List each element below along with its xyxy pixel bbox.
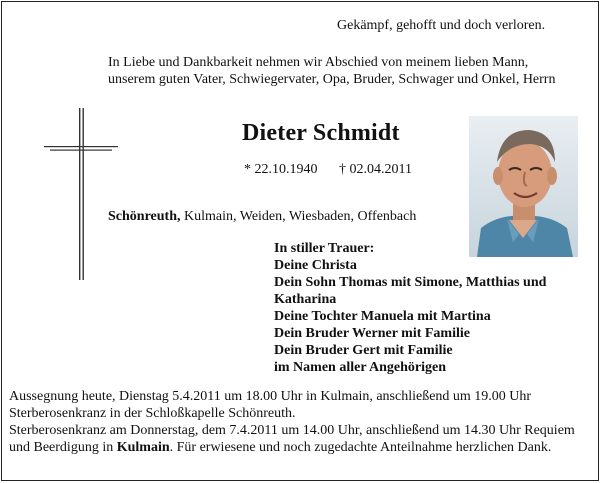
- service-info-2: [9, 422, 594, 456]
- cross-icon: [44, 108, 118, 280]
- birth-date: * 22.10.1940: [244, 162, 318, 177]
- portrait-illustration: [469, 116, 578, 257]
- place-main: Schönreuth,: [108, 209, 181, 224]
- service-info: [9, 388, 594, 456]
- service-location: Kulmain: [116, 440, 170, 455]
- mourner-line: Deine Christa: [274, 258, 357, 273]
- places-other: Kulmain, Weiden, Wiesbaden, Offenbach: [180, 209, 417, 224]
- service-info-1: Aussegnung heute, Dienstag 5.4.2011 um 18.00 Uhr in Kulmain, anschließend um 19.00 Uhr Sterberosenkranz in der Schloßkapelle Schönreuth.: [9, 389, 532, 421]
- service-info-2-thanks: . Für erwiesene und noch zugedachte Anteilnahme herzlichen Dank.: [169, 440, 552, 455]
- places-line: [108, 209, 416, 225]
- life-dates: [244, 162, 412, 178]
- service-info-2-text: Sterberosenkranz am Donnerstag, dem 7.4.2011 um 14.00 Uhr, anschließend um 14.30 Uhr Requiem und Beerdigung in: [9, 423, 575, 455]
- mourners-heading: In stiller Trauer:: [274, 241, 375, 256]
- obituary-notice: [1, 1, 599, 481]
- deceased-name: Dieter Schmidt: [242, 120, 400, 146]
- mourner-line: Deine Tochter Manuela mit Martina: [274, 309, 491, 324]
- death-date: † 02.04.2011: [339, 162, 412, 177]
- intro-text: In Liebe und Dankbarkeit nehmen wir Abschied von meinem lieben Mann, unserem guten Vater, Schwiegervater, Opa, Bruder, Schwager und Onkel, Herrn: [108, 55, 556, 87]
- mourner-line: im Namen aller Angehörigen: [274, 360, 447, 375]
- mourner-line: Dein Sohn Thomas mit Simone, Matthias und Katharina: [274, 275, 547, 307]
- mourner-line: Dein Bruder Werner mit Familie: [274, 326, 470, 341]
- motto-text: Gekämpf, gehofft und doch verloren.: [337, 18, 546, 33]
- mourner-line: Dein Bruder Gert mit Familie: [274, 343, 453, 358]
- mourners-list: [274, 240, 584, 376]
- portrait-photo: [469, 116, 578, 257]
